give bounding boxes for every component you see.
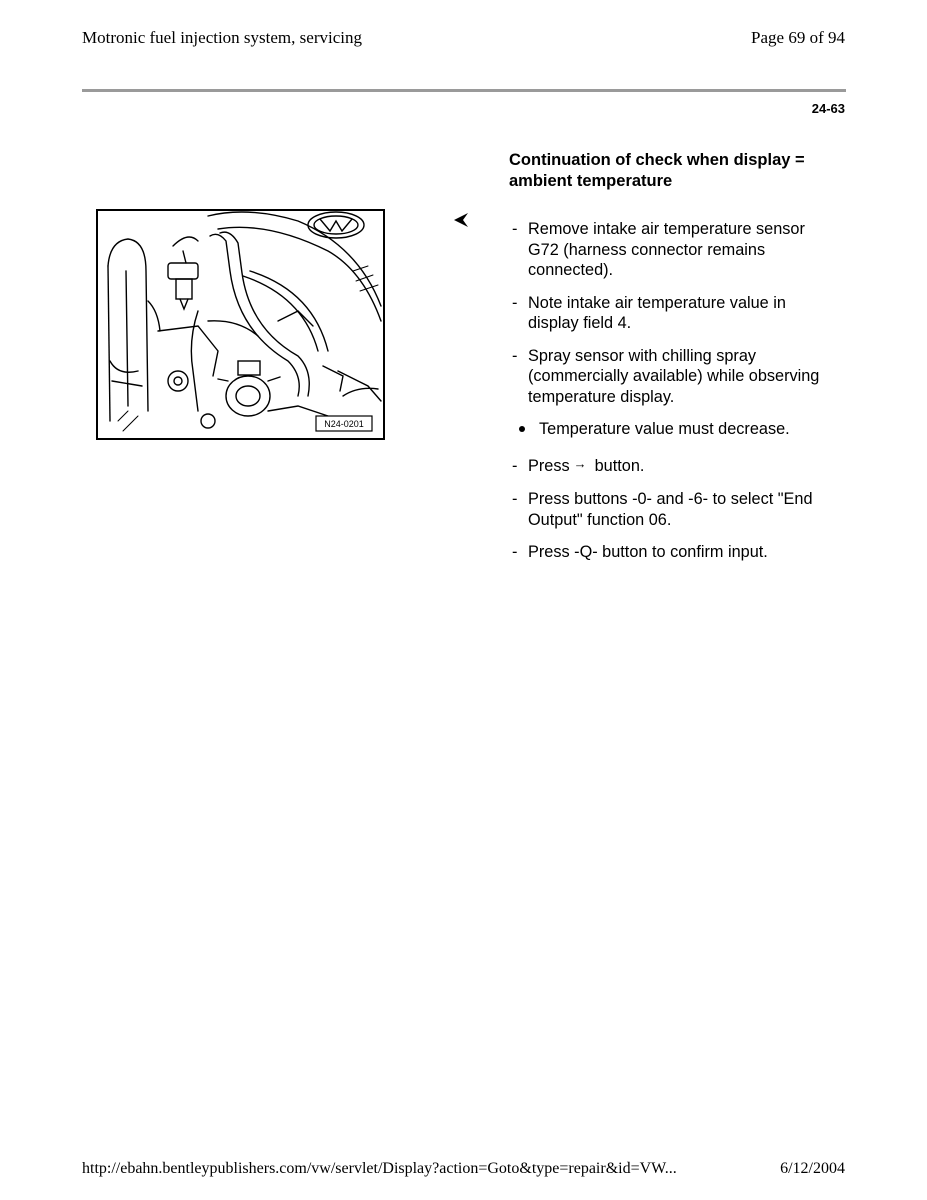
document-number: 24-63 [811,101,845,116]
step-spray-sensor [510,346,840,408]
bullet-temperature-decrease [510,419,840,440]
step-dash: - [512,456,518,475]
step-remove-sensor [510,219,840,281]
step-text: Remove intake air temperature sensor G72 (harness connector remains connected). [528,220,805,279]
figure-label: N24-0201 [324,419,364,429]
document-title: Motronic fuel injection system, servicing [82,28,362,47]
step-text-after: button. [594,456,645,475]
step-dash: - [512,490,518,508]
step-dash: - [512,346,518,365]
step-text: Press -Q- button to confirm input. [528,543,768,561]
source-url[interactable]: http://ebahn.bentleypublishers.com/vw/servlet/Display?action=Goto&type=repair&id=VW... [82,1160,677,1177]
engine-illustration [96,209,385,440]
arrow-right-icon: → [573,455,587,471]
step-text: Note intake air temperature value in display field 4. [528,293,786,332]
step-text: Spray sensor with chilling spray (commercially available) while observing temperature display. [528,346,820,406]
procedure-steps [510,219,840,575]
step-end-output [510,489,840,530]
print-date: 6/12/2004 [780,1160,845,1177]
step-dash: - [512,293,518,312]
step-note-value [510,293,840,334]
step-dash: - [512,543,518,561]
page-indicator: Page 69 of 94 [751,28,845,47]
step-text: Press buttons -0- and -6- to select "End Output" function 06. [528,490,813,529]
step-dash: - [512,220,518,238]
figure-pointer-icon [452,210,472,230]
step-text-before: Press [528,456,570,475]
bullet-text: Temperature value must decrease. [539,420,790,438]
step-confirm-input [510,542,840,563]
header-divider [82,89,846,92]
section-heading: Continuation of check when display = ambient temperature [509,151,805,190]
bullet-dot-icon [519,426,525,432]
step-press-arrow [510,456,840,478]
